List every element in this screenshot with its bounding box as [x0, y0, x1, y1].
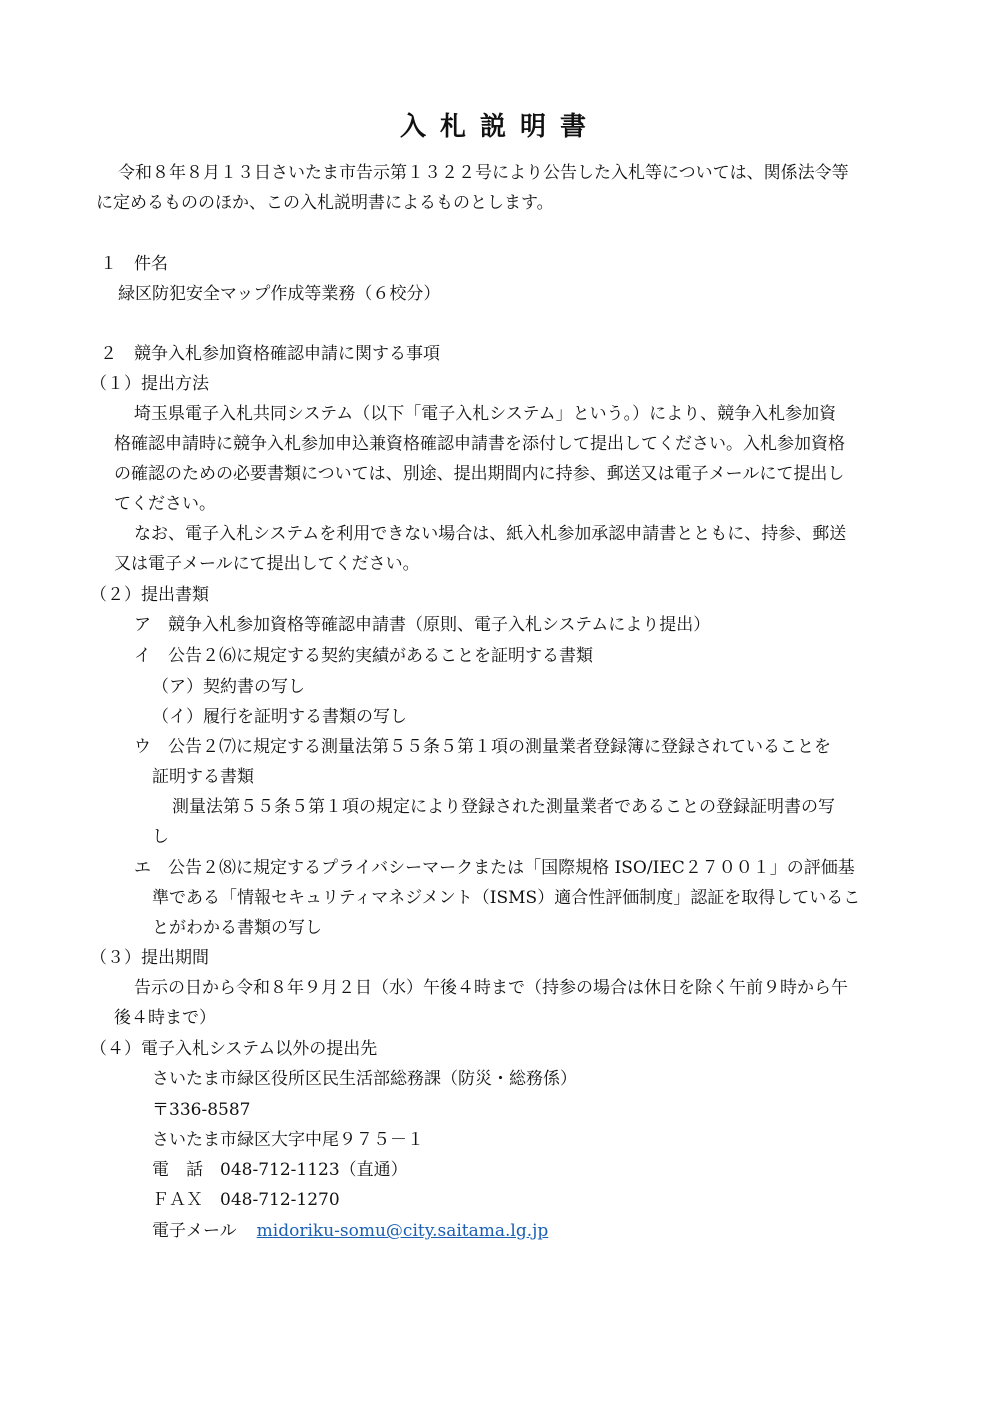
contact-email-row: [152, 1220, 548, 1242]
doc-item-a: ア 競争入札参加資格等確認申請書（原則、電子入札システムにより提出）: [134, 615, 711, 635]
sub-1-line-4: てください。: [114, 494, 216, 514]
doc-item-i-1: （ア）契約書の写し: [152, 677, 305, 697]
doc-item-e-line-3: とがわかる書類の写し: [152, 918, 322, 938]
sub-1-heading: （１）提出方法: [90, 374, 209, 394]
intro-line-2: に定めるもののほか、この入札説明書によるものとします。: [96, 193, 554, 213]
doc-item-u-line-2: 証明する書類: [152, 767, 254, 787]
sub-4-heading: （４）電子入札システム以外の提出先: [90, 1039, 378, 1059]
doc-item-e-line-2: 準である「情報セキュリティマネジメント（ISMS）適合性評価制度」認証を取得しているこ: [152, 888, 861, 908]
sub-1-line-1: 埼玉県電子入札共同システム（以下「電子入札システム」という。）により、競争入札参加資: [134, 404, 837, 424]
sub-2-heading: （２）提出書類: [90, 585, 209, 605]
contact-email-label: 電子メール: [152, 1221, 237, 1241]
doc-item-u-line-3: 測量法第５５条５第１項の規定により登録された測量業者であることの登録証明書の写: [172, 797, 835, 817]
contact-postal-code: 〒336-8587: [152, 1100, 251, 1120]
section-1-heading: １ 件名: [100, 254, 168, 274]
intro-line-1: 令和８年８月１３日さいたま市告示第１３２２号により公告した入札等については、関係法令等: [118, 163, 849, 183]
document-title: 入札説明書: [399, 112, 600, 142]
contact-address: さいたま市緑区大字中尾９７５－１: [152, 1130, 424, 1150]
contact-department: さいたま市緑区役所区民生活部総務課（防災・総務係）: [152, 1069, 577, 1089]
section-2-heading: ２ 競争入札参加資格確認申請に関する事項: [100, 344, 440, 364]
sub-1-line-3: の確認のための必要書類については、別途、提出期間内に持参、郵送又は電子メールにて提出し: [114, 464, 845, 484]
doc-item-u-line-4: し: [152, 827, 169, 847]
sub-1-line-5: なお、電子入札システムを利用できない場合は、紙入札参加承認申請書とともに、持参、郵送: [134, 524, 847, 544]
doc-item-i: イ 公告２⑹に規定する契約実績があることを証明する書類: [134, 646, 593, 666]
sub-3-line-1: 告示の日から令和８年９月２日（水）午後４時まで（持参の場合は休日を除く午前９時から午: [134, 978, 848, 998]
sub-3-line-2: 後４時まで）: [114, 1008, 216, 1028]
contact-telephone: 電 話 048-712-1123（直通）: [152, 1160, 408, 1180]
section-1-body: 緑区防犯安全マップ作成等業務（６校分）: [118, 284, 441, 304]
contact-fax: ＦＡＸ 048-712-1270: [152, 1190, 340, 1210]
contact-email-link[interactable]: midoriku-somu@city.saitama.lg.jp: [256, 1221, 549, 1241]
sub-1-line-2: 格確認申請時に競争入札参加申込兼資格確認申請書を添付して提出してください。入札参加資格: [114, 434, 845, 454]
doc-item-e-line-1: エ 公告２⑻に規定するプライバシーマークまたは「国際規格 ISO/IEC２７００１」の評価基: [134, 858, 855, 878]
doc-item-i-2: （イ）履行を証明する書類の写し: [152, 707, 407, 727]
doc-item-u-line-1: ウ 公告２⑺に規定する測量法第５５条５第１項の測量業者登録簿に登録されていることを: [134, 737, 831, 757]
sub-3-heading: （３）提出期間: [90, 948, 209, 968]
sub-1-line-6: 又は電子メールにて提出してください。: [114, 554, 420, 574]
